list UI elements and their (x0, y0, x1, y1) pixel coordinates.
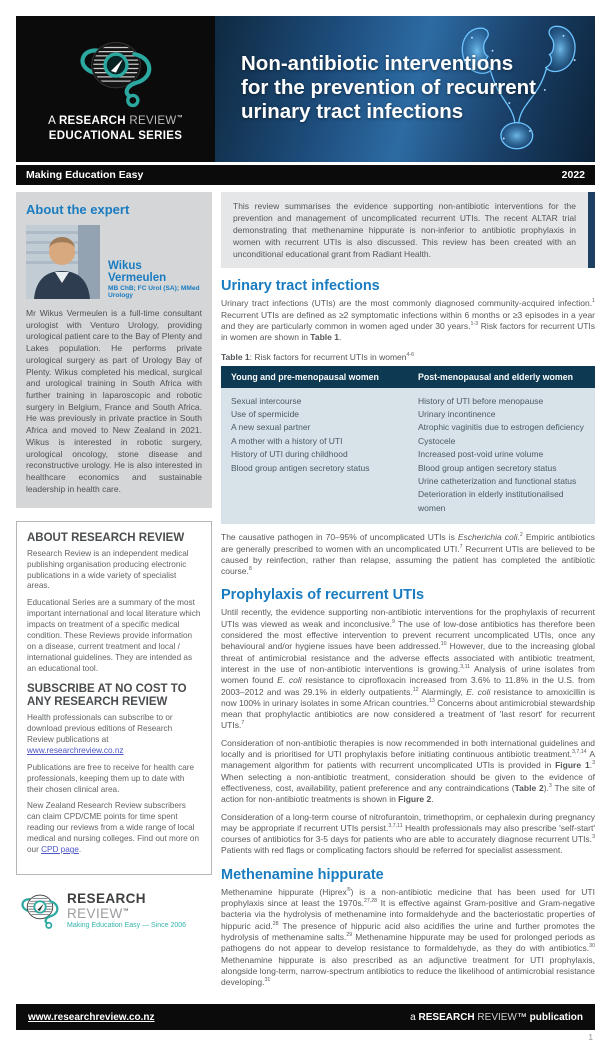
cpd-page-link[interactable]: CPD page (41, 845, 79, 855)
expert-name: Wikus Vermeulen (108, 260, 167, 284)
title-panel (215, 16, 595, 162)
expert-photo (26, 225, 100, 299)
title-line-1: Non-antibiotic interventions (241, 52, 514, 75)
expert-credentials: MB ChB; FC Urol (SA); MMed Urology (108, 285, 200, 299)
table-cell: A mother with a history of UTI (231, 435, 343, 446)
main-content (221, 192, 595, 994)
prophylaxis-paragraph-1: Until recently, the evidence supporting non-antibiotic interventions for the prophylaxis of recurrent UTIs was viewed as weak and inconclusive.$^9$ The use of low-dose antibiotics has therefore been considered the most effective intervention to prevent recurrent uncomplicated UTIs, once any behavioural and/or hygiene issues have been addressed.$^{10}$ However, due to the increasing global threat of antimicrobial resistance and the adverse effects associated with antibiotic treatment, interest in the use of non-antibiotic interventions is growing.$^{3,11}$ Analysis of urine isolates from women found E. coli resistance to ciprofloxacin increased from 3.6% to 11.8% in the U.S. from 2003–2012 and was 29.1% in elderly outpatients.$^{12}$ Alarmingly, E. coli resistance to amoxicillin is now 100% in urinary isolates in some African countries.$^{13}$ Concerns about antimicrobial stewardship mean that prophylactic antibiotics are now considered a treatment of 'last resort' for recurrent UTIs.$^7$ (221, 607, 595, 731)
brand-panel (16, 16, 215, 162)
subscribe-paragraph: New Zealand Research Review subscribers can claim CPD/CME points for time spent reading our reviews from a wide range of local medical and nursing colleges. Find out more on our CPD page. (27, 801, 200, 855)
table-cell: Blood group antigen secretory status (418, 462, 557, 473)
prophylaxis-paragraph-2: Consideration of non-antibiotic therapies is now recommended in both international guidelines and locally and is prioritised for UTI prophylaxis before initiating continuous antibiotic treatment.$^{3,7,14}$ A management algorithm for patients with recurrent uncomplicated UTIs is provided in Figure 1.$^3$ When selecting a non-antibiotic treatment, consideration should be given to the evidence of effectiveness, cost, availability, patient preference and any contraindications (Table 2).$^3$ The site of action for non-antibiotic treatments is shown in Figure 2. (221, 737, 596, 805)
table-cell: Use of spermicide (231, 408, 300, 419)
table-cell: Blood group antigen secretory status (231, 462, 370, 473)
title-line-3: urinary tract infections (241, 99, 464, 123)
table1-column-2 (408, 395, 595, 516)
prophylaxis-paragraph-3: Consideration of a long-term course of nitrofurantoin, trimethoprim, or cephalexin during pregnancy may be appropriate if recurrent UTIs persist.$^{3,7,11}$ Health professionals may also prescribe 'self-start' courses of antibiotics for 3-5 days for patients who are able to accurately diagnose recurrent UTIs.$^3$ Patients with red flags or complicating factors should be referred for specialist assessment. (221, 811, 595, 856)
subscribe-paragraph: Publications are free to receive for health care professionals, keeping them up to date with their chosen clinical area. (27, 762, 195, 794)
table-cell: History of UTI before menopause (418, 395, 544, 406)
footer-bar (16, 1004, 595, 1030)
about-rr-paragraph: Research Review is an independent medical publishing organisation producing electronic publications in a wide variety of specialist areas. (27, 548, 189, 591)
summary-text: This review summarises the evidence supporting non-antibiotic interventions for the prevention and management of uncomplicated recurrent UTIs. The recent ALTAR trial demonstrating that methenamine hippurate is non-inferior to antibiotic prophylaxis in women with recurrent UTIs is also discussed. This review has been created with an unconditional educational grant from Radiant Health. (233, 201, 576, 260)
uti-paragraph-2: The causative pathogen in 70–95% of uncomplicated UTIs is Escherichia coli.$^2$ Empiric antibiotics are generally prescribed to women with an uncomplicated UTI.$^7$ Recurrent UTIs are believed to be caused by reinfection, rather than relapse, assuming the patient has completed the antibiotic course.$^8$ (221, 532, 595, 577)
table-cell: Deterioration in elderly institutionalised women (418, 489, 564, 513)
section-heading-uti: Urinary tract infections (221, 278, 380, 295)
table1-header-col2: Post-menopausal and elderly women (418, 371, 573, 382)
research-review-footer-logo (16, 890, 212, 930)
research-review-logo-icon (18, 890, 62, 930)
research-review-url-link[interactable]: www.researchreview.co.nz (27, 745, 124, 755)
about-expert-heading: About the expert (26, 202, 130, 217)
summary-box (221, 192, 595, 268)
table-cell: Increased post-void urine volume (418, 449, 544, 460)
table1-caption: Table 1: Risk factors for recurrent UTIs in women$^{4-6}$ (221, 351, 415, 362)
about-research-review-box (16, 521, 212, 876)
about-rr-paragraph: Educational Series are a summary of the most important international and local literature which impacts on treatment of a specific medical condition. These Reviews provide information on a disease, current treatment and local / international guidelines. They are intended as an educational tool. (27, 598, 201, 673)
section-heading-prophylaxis: Prophylaxis of recurrent UTIs (221, 587, 425, 604)
footer-logo-tagline: Making Education Easy — Since 2006 (67, 922, 187, 929)
page-number: 1 (588, 1033, 593, 1042)
table-cell: Cystocele (418, 435, 456, 446)
header-banner (16, 16, 595, 162)
table1 (221, 366, 595, 525)
title-line-2: for the prevention of recurrent (241, 75, 537, 99)
table-cell: A new sexual partner (231, 422, 311, 433)
about-rr-heading: ABOUT RESEARCH REVIEW (27, 531, 185, 544)
section-heading-methenamine: Methenamine hippurate (221, 866, 384, 883)
footer-publication-label: a RESEARCH REVIEW™ publication (410, 1011, 583, 1023)
table1-body (221, 388, 595, 525)
uti-paragraph-1: Urinary tract infections (UTIs) are the most commonly diagnosed community-acquired infection.$^1$ Recurrent UTIs are defined as ≥2 symptomatic infections within 6 months or ≥3 episodes in a year and they are particularly common in women aged under 30 years.$^{1-3}$ Risk factors for recurrent UTIs in women are shown in Table 1. (221, 298, 596, 343)
sidebar (16, 192, 212, 994)
tagline: Making Education Easy (26, 169, 144, 181)
document-title (241, 52, 536, 124)
subscribe-heading: SUBSCRIBE AT NO COST TO ANY RESEARCH REVIEW (27, 682, 187, 708)
table-cell: Urine catheterization and functional status (418, 476, 577, 487)
subscribe-paragraph: Health professionals can subscribe to or download previous editions of Research Review publications at www.researchreview.co.nz (27, 713, 173, 755)
expert-bio: Mr Wikus Vermeulen is a full-time consultant urologist with Venturo Urology, providing urological patient care to the Bay of Plenty and Lakes population. He performs private urological surgery as part of Urology Bay of Plenty. Wikus completed his medical, surgical and urological training in South Africa with further training in laparoscopic and robotic surgery in Belgium, France and South Africa. He was previously in private practice in South Africa and moved to New Zealand in 2021. Wikus is interested in robotic surgery, urological oncology, stone disease and reconstructive urology. He is also interested in healthcare economics and sustainable leadership in health care. (26, 308, 202, 494)
tagline-bar (16, 165, 595, 185)
table-cell: Sexual intercourse (231, 395, 302, 406)
footer-url-link[interactable]: www.researchreview.co.nz (28, 1011, 155, 1023)
brand-line1: A RESEARCH REVIEW™ (48, 115, 183, 128)
expert-profile (26, 225, 202, 299)
table1-column-1 (221, 395, 408, 516)
research-review-logo-icon (73, 34, 159, 108)
table1-header-col1: Young and pre-menopausal women (231, 371, 379, 382)
table1-header-row (221, 366, 595, 388)
about-expert-box (16, 192, 212, 508)
table-cell: Urinary incontinence (418, 408, 496, 419)
expert-identity (108, 260, 202, 299)
brand-line2: EDUCATIONAL SERIES (48, 130, 183, 142)
table-cell: Atrophic vaginitis due to estrogen deficiency (418, 422, 584, 433)
methenamine-paragraph-1: Methenamine hippurate (Hiprex®) is a non-antibiotic medicine that has been used for UTI prophylaxis since at least the 1970s.$^{27,28}$ It is effective against Gram-positive and Gram-negative bacteria via the hydrolysis of methenamine into formaldehyde and the bacteriostatic properties of hippuric acid.$^{28}$ The presence of hippuric acid also acidifies the urine and further promotes the hydrolysis of methenamine salts.$^{29}$ Methenamine hippurate may be used for prolonged periods as pathogens do not appear to develop resistance to formaldehyde, as they do with antibiotics.$^{30}$ Methenamine hippurate is also prescribed as an adjunctive treatment for UTI prophylaxis, alongside long-term, narrow-spectrum antibiotics to reduce the likelihood of antimicrobial resistance developing.$^{31}$ (221, 886, 595, 988)
table-cell: History of UTI during childhood (231, 449, 348, 460)
year-badge: 2022 (561, 169, 585, 181)
footer-logo-brand: RESEARCH REVIEW™ (67, 891, 146, 921)
